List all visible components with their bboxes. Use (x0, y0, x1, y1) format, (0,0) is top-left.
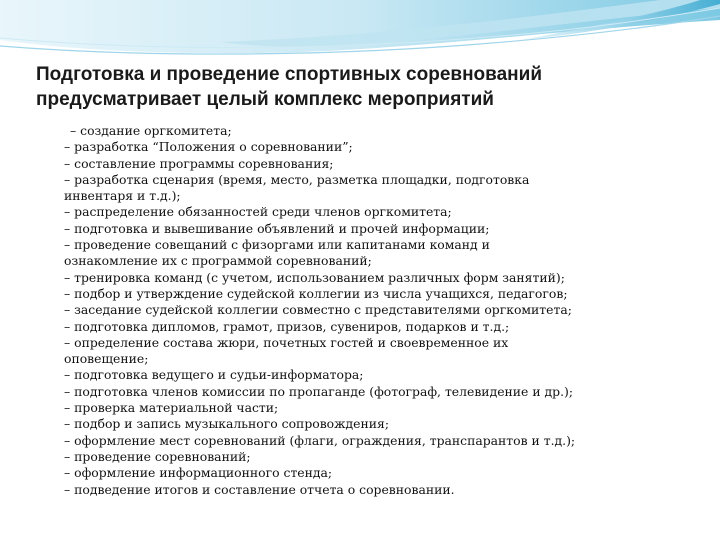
wave-line-2 (0, 8, 720, 48)
slide-title-line-2: предусматривает целый комплекс мероприятий (36, 89, 494, 110)
measures-list (64, 123, 704, 498)
list-item: – распределение обязанностей среди членов оргкомитета; (64, 204, 452, 220)
list-item: – подбор и запись музыкального сопровождения; (64, 416, 390, 432)
list-item: – создание оргкомитета; (70, 123, 232, 138)
slide-title (36, 62, 696, 112)
list-item: – проведение соревнований; (64, 448, 251, 464)
list-item: – разработка сценария (время, место, разметка площадки, подготовка инвентаря и т.д.); (64, 171, 530, 204)
list-item: – составление программы соревнования; (64, 155, 334, 171)
list-item: – оформление информационного стенда; (64, 465, 333, 481)
list-item: – проверка материальной части; (64, 400, 279, 416)
wave-shape-mid (200, 0, 720, 47)
wave-line (0, 16, 720, 54)
list-item: – определение состава жюри, почетных гостей и своевременное их оповещение; (64, 334, 509, 367)
list-item: – проведение совещаний с физоргами или капитанами команд и ознакомление их с программой соревнований; (64, 237, 490, 269)
list-item: – заседание судейской коллегии совместно с представителями оргкомитета; (64, 302, 572, 318)
list-item: – подбор и утверждение судейской коллегии из числа учащихся, педагогов; (64, 285, 568, 301)
wave-shape-dark (420, 0, 720, 40)
list-item: – подготовка дипломов, грамот, призов, сувениров, подарков и т.д.; (64, 318, 510, 334)
wave-shape-light (0, 0, 720, 53)
list-item: – разработка “Положения о соревновании”; (64, 139, 353, 155)
list-item: – тренировка команд (с учетом, использованием различных форм занятий); (64, 269, 565, 285)
list-item: – подготовка ведущего и судьи-информатора; (64, 367, 364, 383)
slide-title-line-1: Подготовка и проведение спортивных соревнований (36, 64, 542, 85)
list-item: – подготовка и вывешивание объявлений и прочей информации; (64, 220, 490, 236)
list-item: – оформление мест соревнований (флаги, ограждения, транспарантов и т.д.); (64, 432, 576, 448)
list-item: – подготовка членов комиссии по пропаганде (фотограф, телевидение и др.); (64, 383, 574, 399)
list-item: – подведение итогов и составление отчета о соревновании. (64, 481, 455, 497)
